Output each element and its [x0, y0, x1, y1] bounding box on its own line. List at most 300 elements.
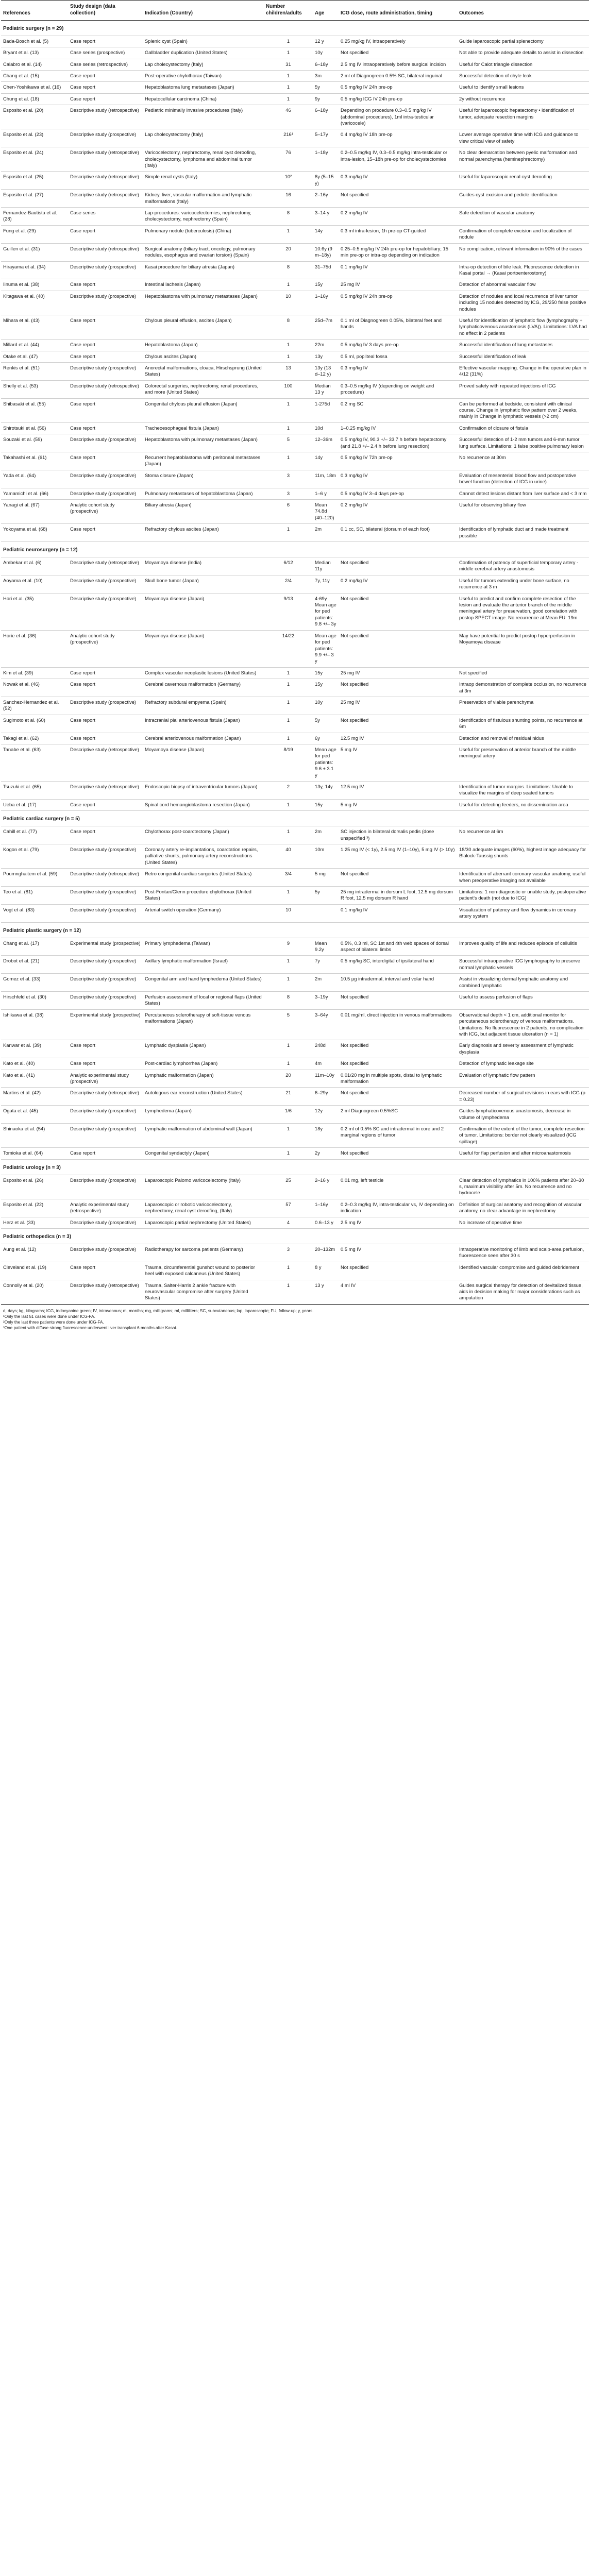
cell-age: 5y: [313, 886, 339, 904]
cell-icg-dose: 0.5 mg/kg IV 24h pre-op: [339, 82, 457, 93]
cell-study-design: Case report: [68, 93, 143, 105]
cell-outcomes: Identification of tumor margins. Limitations: Unable to visualize the margins of deep seated tumors: [457, 782, 589, 800]
cell-number: 3: [264, 488, 313, 499]
table-row: [1, 1148, 589, 1159]
cell-indication: Congenital chylous pleural effusion (Japan): [143, 398, 264, 422]
cell-study-design: Descriptive study (prospective): [68, 991, 143, 1009]
cell-indication: Lymphatic malformation (Japan): [143, 1070, 264, 1088]
section-row: [1, 542, 589, 557]
cell-references: Kanwar et al. (39): [1, 1040, 68, 1058]
cell-references: Shibasaki et al. (55): [1, 398, 68, 422]
cell-number: 1: [264, 452, 313, 470]
cell-study-design: Descriptive study (retrospective): [68, 869, 143, 887]
cell-references: Takahashi et al. (61): [1, 452, 68, 470]
cell-indication: Hepatoblastoma with pulmonary metastases (Japan): [143, 291, 264, 315]
cell-study-design: Case report: [68, 225, 143, 243]
cell-age: 0.6–13 y: [313, 1217, 339, 1228]
cell-references: Calabro et al. (14): [1, 59, 68, 70]
cell-references: Kim et al. (39): [1, 667, 68, 679]
table-row: [1, 733, 589, 744]
cell-age: 3–64y: [313, 1009, 339, 1040]
cell-outcomes: Useful to predict and confirm complete resection of the lesion and evaluate the anterior branch of the middle meningeal artery for preservation, good correlation with postop SPECT image. No recurrence at Mean FU: 19m: [457, 593, 589, 630]
cell-age: 8 y: [313, 1262, 339, 1280]
cell-outcomes: Detection and removal of residual nidus: [457, 733, 589, 744]
cell-references: Kato et al. (41): [1, 1070, 68, 1088]
cell-icg-dose: 0.3 mg/kg IV: [339, 470, 457, 488]
cell-study-design: Case report: [68, 351, 143, 362]
cell-outcomes: Guides cyst excision and pedicle identification: [457, 190, 589, 208]
table-row: [1, 938, 589, 956]
cell-references: Esposito et al. (26): [1, 1175, 68, 1199]
cell-icg-dose: 0.1 mg/kg IV: [339, 261, 457, 279]
column-header-number: Number children/adults: [264, 1, 313, 21]
table-row: [1, 59, 589, 70]
cell-references: Takagi et al. (62): [1, 733, 68, 744]
cell-indication: Varicocelectomy, nephrectomy, renal cyst deroofing, cholecystectomy, lymphoma and abdominal tumor (Italy): [143, 147, 264, 172]
cell-indication: Trauma, circumferential gunshot wound to posterior heel with exposed calcaneus (United States): [143, 1262, 264, 1280]
cell-number: 1: [264, 36, 313, 47]
cell-outcomes: Confirmation of closure of fistula: [457, 422, 589, 434]
cell-number: 1: [264, 1280, 313, 1304]
cell-references: Herz et al. (33): [1, 1217, 68, 1228]
cell-icg-dose: 0.1 ml of Diagnogreen 0.05%, bilateral feet and hands: [339, 315, 457, 339]
table-row: [1, 593, 589, 630]
cell-age: 3–19y: [313, 991, 339, 1009]
cell-icg-dose: 0.25–0.5 mg/kg IV 24h pre-op for hepatobiliary; 15 min pre-op or intra-op depending on indication: [339, 243, 457, 261]
cell-age: 2m: [313, 826, 339, 844]
cell-number: 20: [264, 1070, 313, 1088]
cell-outcomes: Useful for observing biliary flow: [457, 500, 589, 524]
cell-age: 31–75d: [313, 261, 339, 279]
cell-age: 15y: [313, 279, 339, 291]
cell-age: 6–18y: [313, 59, 339, 70]
cell-number: 1: [264, 733, 313, 744]
cell-age: 10y: [313, 697, 339, 715]
cell-number: 1: [264, 225, 313, 243]
cell-icg-dose: 0.5 mg/kg SC, interdigital of ipsilateral hand: [339, 956, 457, 974]
table-row: [1, 82, 589, 93]
cell-icg-dose: 1–0.25 mg/kg IV: [339, 422, 457, 434]
cell-outcomes: Useful for preservation of anterior branch of the middle meningeal artery: [457, 744, 589, 781]
cell-references: Millard et al. (44): [1, 340, 68, 351]
cell-icg-dose: 0.5 ml, popliteal fossa: [339, 351, 457, 362]
cell-icg-dose: 0.25 mg/kg IV, intraoperatively: [339, 36, 457, 47]
table-row: [1, 147, 589, 172]
cell-indication: Coronary artery re-implantations, coarctation repairs, palliative shunts, pulmonary artery reconstructions (United States): [143, 844, 264, 868]
cell-number: 46: [264, 105, 313, 129]
cell-icg-dose: 5 mg IV: [339, 744, 457, 781]
cell-number: 1: [264, 398, 313, 422]
cell-age: 6–18y: [313, 105, 339, 129]
cell-outcomes: Detection of lymphatic leakage site: [457, 1058, 589, 1070]
cell-number: 1: [264, 1058, 313, 1070]
cell-outcomes: Successful identification of leak: [457, 351, 589, 362]
footnote: ²Only the last three patients were done under ICG-FA.: [3, 1319, 104, 1325]
cell-outcomes: Useful for identification of lymphatic flow (lymphography + lymphaticovenous anastomosis (LVA)). Limitations: LVA had no effect in 2 patients: [457, 315, 589, 339]
table-row: [1, 190, 589, 208]
cell-age: 6–29y: [313, 1088, 339, 1106]
cell-number: 31: [264, 59, 313, 70]
table-row: [1, 799, 589, 810]
cell-icg-dose: 2.5 mg IV intraoperatively before surgical incision: [339, 59, 457, 70]
cell-outcomes: Preservation of viable parenchyma: [457, 697, 589, 715]
table-body: [1, 20, 589, 1304]
cell-number: 100: [264, 380, 313, 398]
table-row: [1, 1244, 589, 1262]
cell-number: 1: [264, 82, 313, 93]
cell-age: 5y: [313, 82, 339, 93]
cell-number: 8: [264, 208, 313, 226]
cell-age: 7y: [313, 956, 339, 974]
cell-number: 13: [264, 362, 313, 380]
cell-study-design: Descriptive study (prospective): [68, 1217, 143, 1228]
cell-age: 2y: [313, 1148, 339, 1159]
cell-study-design: Descriptive study (prospective): [68, 1244, 143, 1262]
cell-indication: Laparoscopic partial nephrectomy (United States): [143, 1217, 264, 1228]
cell-number: 6: [264, 500, 313, 524]
cell-indication: Lymphedema (Japan): [143, 1106, 264, 1124]
cell-age: 20–132m: [313, 1244, 339, 1262]
table-row: [1, 715, 589, 733]
cell-indication: Cerebral arteriovenous malformation (Japan): [143, 733, 264, 744]
cell-number: 1: [264, 47, 313, 59]
cell-icg-dose: Not specified: [339, 190, 457, 208]
cell-number: 1/6: [264, 1106, 313, 1124]
cell-indication: Chylous pleural effusion, ascites (Japan): [143, 315, 264, 339]
cell-age: 15y: [313, 667, 339, 679]
cell-indication: Kasai procedure for biliary atresia (Japan): [143, 261, 264, 279]
cell-number: 216¹: [264, 129, 313, 147]
cell-indication: Congenital arm and hand lymphedema (United States): [143, 974, 264, 992]
cell-icg-dose: 25 mg IV: [339, 697, 457, 715]
cell-number: 1: [264, 974, 313, 992]
table-row: [1, 886, 589, 904]
table-row: [1, 904, 589, 922]
cell-references: Fernandez-Bautista et al. (28): [1, 208, 68, 226]
cell-references: Nowak et al. (46): [1, 679, 68, 697]
table-row: [1, 679, 589, 697]
table-footnotes: [1, 1304, 589, 1331]
table-row: [1, 47, 589, 59]
cell-number: 1: [264, 1124, 313, 1148]
cell-indication: Moyamoya disease (Japan): [143, 744, 264, 781]
cell-indication: Trauma, Salter-Harris 2 ankle fracture with neurovascular compromise after surgery (United States): [143, 1280, 264, 1304]
table-row: [1, 1088, 589, 1106]
table-row: [1, 1217, 589, 1228]
cell-study-design: Analytic experimental study (prospective): [68, 1070, 143, 1088]
cell-indication: Moyamoya disease (India): [143, 557, 264, 575]
cell-number: 9/13: [264, 593, 313, 630]
cell-references: Chung et al. (18): [1, 93, 68, 105]
cell-references: Fung et al. (29): [1, 225, 68, 243]
cell-icg-dose: 25 mg intradermal in dorsum L foot, 12.5 mg dorsum R foot, 12.5 mg dorsum R hand: [339, 886, 457, 904]
cell-number: 76: [264, 147, 313, 172]
cell-age: 14y: [313, 225, 339, 243]
cell-indication: Arterial switch operation (Germany): [143, 904, 264, 922]
cell-outcomes: 18/30 adequate images (60%), highest image adequacy for Blalock-Taussig shunts: [457, 844, 589, 868]
cell-number: 21: [264, 1088, 313, 1106]
cell-outcomes: Effective vascular mapping. Change in the operative plan in 4/12 (31%): [457, 362, 589, 380]
cell-icg-dose: Not specified: [339, 1262, 457, 1280]
cell-age: 3–14 y: [313, 208, 339, 226]
cell-age: 13y (13 d–12 y): [313, 362, 339, 380]
cell-outcomes: Detection of abnormal vascular flow: [457, 279, 589, 291]
table-row: [1, 351, 589, 362]
cell-number: 1: [264, 679, 313, 697]
cell-indication: Radiotherapy for sarcoma patients (Germany): [143, 1244, 264, 1262]
cell-number: 20: [264, 243, 313, 261]
cell-references: Esposito et al. (25): [1, 172, 68, 190]
cell-icg-dose: 0.2 mg/kg IV: [339, 208, 457, 226]
cell-references: Souzaki et al. (59): [1, 434, 68, 452]
cell-references: Bada-Bosch et al. (5): [1, 36, 68, 47]
cell-outcomes: Useful for Calot triangle dissection: [457, 59, 589, 70]
cell-number: 25: [264, 1175, 313, 1199]
cell-study-design: Descriptive study (retrospective): [68, 557, 143, 575]
cell-icg-dose: 0.01 mg, left testicle: [339, 1175, 457, 1199]
cell-icg-dose: 2 ml of Diagnogreen 0.5% SC, bilateral inguinal: [339, 70, 457, 81]
table-row: [1, 315, 589, 339]
cell-study-design: Case report: [68, 524, 143, 542]
cell-study-design: Descriptive study (retrospective): [68, 172, 143, 190]
cell-indication: Endoscopic biopsy of intraventricular tumors (Japan): [143, 782, 264, 800]
cell-icg-dose: 0.5 mg IV: [339, 1244, 457, 1262]
cell-indication: Tracheoesophageal fistula (Japan): [143, 422, 264, 434]
table-row: [1, 826, 589, 844]
cell-age: 11m, 18m: [313, 470, 339, 488]
cell-indication: Simple renal cysts (Italy): [143, 172, 264, 190]
section-row: [1, 922, 589, 938]
cell-indication: Perfusion assessment of local or regional flaps (United States): [143, 991, 264, 1009]
table-row: [1, 362, 589, 380]
cell-indication: Post-Fontan/Glenn procedure chylothorax (United States): [143, 886, 264, 904]
table-row: [1, 380, 589, 398]
section-title: Pediatric cardiac surgery (n = 5): [1, 811, 589, 826]
cell-number: 10: [264, 904, 313, 922]
cell-number: 5: [264, 434, 313, 452]
cell-number: 1: [264, 799, 313, 810]
cell-icg-dose: 12.5 mg IV: [339, 782, 457, 800]
cell-icg-dose: 4 ml IV: [339, 1280, 457, 1304]
cell-outcomes: Early diagnosis and severity assessment of lymphatic dysplasia: [457, 1040, 589, 1058]
cell-indication: Splenic cyst (Spain): [143, 36, 264, 47]
table-row: [1, 434, 589, 452]
cell-study-design: Case series (prospective): [68, 47, 143, 59]
cell-number: 3/4: [264, 869, 313, 887]
table-row: [1, 697, 589, 715]
cell-age: Mean age for ped patients: 9.6 ± 3.1 y: [313, 744, 339, 781]
cell-outcomes: Confirmation of complete excision and localization of nodule: [457, 225, 589, 243]
cell-number: 1: [264, 667, 313, 679]
table-row: [1, 524, 589, 542]
cell-outcomes: Visualization of patency and flow dynamics in coronary artery system: [457, 904, 589, 922]
cell-study-design: Descriptive study (prospective): [68, 844, 143, 868]
cell-outcomes: Improves quality of life and reduces episode of cellulitis: [457, 938, 589, 956]
cell-indication: Intestinal lachesis (Japan): [143, 279, 264, 291]
cell-age: 9y: [313, 93, 339, 105]
cell-icg-dose: Not specified: [339, 991, 457, 1009]
cell-study-design: Descriptive study (retrospective): [68, 1088, 143, 1106]
table-row: [1, 557, 589, 575]
cell-references: Chang et al. (17): [1, 938, 68, 956]
cell-age: 5 mg: [313, 869, 339, 887]
cell-references: Sugimoto et al. (60): [1, 715, 68, 733]
cell-study-design: Case report: [68, 826, 143, 844]
cell-number: 3: [264, 470, 313, 488]
cell-study-design: Experimental study (prospective): [68, 1009, 143, 1040]
table-row: [1, 667, 589, 679]
cell-age: 5–17y: [313, 129, 339, 147]
cell-indication: Hepatoblastoma lung metastases (Japan): [143, 82, 264, 93]
cell-references: Martins et al. (42): [1, 1088, 68, 1106]
cell-indication: Chylous ascites (Japan): [143, 351, 264, 362]
table-row: [1, 36, 589, 47]
cell-references: Chang et al. (15): [1, 70, 68, 81]
cell-study-design: Descriptive study (prospective): [68, 434, 143, 452]
cell-age: 6y: [313, 733, 339, 744]
cell-study-design: Descriptive study (prospective): [68, 129, 143, 147]
cell-study-design: Descriptive study (retrospective): [68, 190, 143, 208]
cell-references: Shinaoka et al. (54): [1, 1124, 68, 1148]
table-row: [1, 243, 589, 261]
cell-age: 1–16y: [313, 1199, 339, 1217]
cell-indication: Lymphatic dysplasia (Japan): [143, 1040, 264, 1058]
cell-outcomes: Guides lymphaticovenous anastomosis, decrease in volume of lymphedema: [457, 1106, 589, 1124]
cell-icg-dose: SC injection in bilateral dorsalis pedis (dose unspecified ³): [339, 826, 457, 844]
cell-age: 10m: [313, 844, 339, 868]
table-row: [1, 956, 589, 974]
table-row: [1, 575, 589, 593]
cell-study-design: Descriptive study (prospective): [68, 1175, 143, 1199]
cell-references: Drobot et al. (21): [1, 956, 68, 974]
cell-indication: Primary lymphedema (Taiwan): [143, 938, 264, 956]
cell-age: 248d: [313, 1040, 339, 1058]
cell-outcomes: Observational depth < 1 cm, additional monitor for percutaneous sclerotherapy of venous malformations. Limitations: No fluorescence in 2 patients, no complication with ICG, but adjacent tissue ulceration (n = 1): [457, 1009, 589, 1040]
cell-age: 10y: [313, 47, 339, 59]
cell-study-design: Analytic cohort study (prospective): [68, 630, 143, 667]
cell-icg-dose: 0.1 mg/kg IV: [339, 904, 457, 922]
cell-number: 4: [264, 1217, 313, 1228]
cell-study-design: Case report: [68, 340, 143, 351]
cell-indication: Pediatric minimally invasive procedures (Italy): [143, 105, 264, 129]
cell-outcomes: Useful for laparoscopic hepatectomy • identification of tumor, adequate resection margins: [457, 105, 589, 129]
cell-age: 2–16 y: [313, 1175, 339, 1199]
cell-outcomes: Intraoperative monitoring of limb and scalp-area perfusion, fluorescence seen after 30 s: [457, 1244, 589, 1262]
cell-study-design: Case report: [68, 36, 143, 47]
cell-references: Hori et al. (35): [1, 593, 68, 630]
cell-outcomes: Decreased number of surgical revisions in ears with ICG (p = 0.23): [457, 1088, 589, 1106]
studies-table: [1, 0, 589, 1304]
cell-study-design: Descriptive study (prospective): [68, 1106, 143, 1124]
cell-outcomes: Useful for laparoscopic renal cyst deroofing: [457, 172, 589, 190]
table-row: [1, 105, 589, 129]
cell-references: Chen-Yoshikawa et al. (16): [1, 82, 68, 93]
cell-study-design: Case report: [68, 733, 143, 744]
cell-number: 2/4: [264, 575, 313, 593]
cell-references: Ueba et al. (17): [1, 799, 68, 810]
cell-study-design: Case report: [68, 70, 143, 81]
header-row: [1, 1, 589, 21]
cell-indication: Hepatoblastoma with pulmonary metastases (Japan): [143, 434, 264, 452]
cell-icg-dose: 0.1 cc, SC, bilateral (dorsum of each foot): [339, 524, 457, 542]
cell-icg-dose: 0.3 mg/kg IV: [339, 362, 457, 380]
cell-icg-dose: Not specified: [339, 593, 457, 630]
cell-study-design: Case report: [68, 1262, 143, 1280]
column-header-indication: Indication (Country): [143, 1, 264, 21]
cell-study-design: Case series: [68, 208, 143, 226]
cell-study-design: Descriptive study (retrospective): [68, 380, 143, 398]
cell-study-design: Case report: [68, 279, 143, 291]
cell-study-design: Case report: [68, 398, 143, 422]
cell-references: Esposito et al. (23): [1, 129, 68, 147]
cell-number: 1: [264, 956, 313, 974]
cell-study-design: Case report: [68, 1040, 143, 1058]
cell-number: 1: [264, 340, 313, 351]
cell-indication: Chylothorax post-coarctectomy (Japan): [143, 826, 264, 844]
table-row: [1, 1280, 589, 1304]
cell-outcomes: Useful for tumors extending under bone surface, no recurrence at 3 m: [457, 575, 589, 593]
cell-references: Gomez et al. (33): [1, 974, 68, 992]
table-row: [1, 500, 589, 524]
table-row: [1, 974, 589, 992]
cell-age: 15y: [313, 799, 339, 810]
cell-outcomes: Successful detection of 1-2 mm tumors and 6-mm tumor lung surface. Limitations: 1 false positive pulmonary lesion: [457, 434, 589, 452]
section-title: Pediatric neurosurgery (n = 12): [1, 542, 589, 557]
cell-outcomes: Intraop demonstration of complete occlusion, no recurrence at 3m: [457, 679, 589, 697]
cell-age: 1-275d: [313, 398, 339, 422]
section-row: [1, 1229, 589, 1244]
cell-number: 8: [264, 261, 313, 279]
cell-indication: Autologous ear reconstruction (United States): [143, 1088, 264, 1106]
cell-study-design: Case report: [68, 82, 143, 93]
cell-icg-dose: 1.25 mg IV (< 1y), 2.5 mg IV (1–10y), 5 mg IV (> 10y): [339, 844, 457, 868]
cell-indication: Biliary atresia (Japan): [143, 500, 264, 524]
column-header-outcomes: Outcomes: [457, 1, 589, 21]
cell-number: 1: [264, 886, 313, 904]
cell-study-design: Descriptive study (prospective): [68, 956, 143, 974]
cell-outcomes: No complication, relevant information in 90% of the cases: [457, 243, 589, 261]
cell-outcomes: Identified vascular compromise and guided debridement: [457, 1262, 589, 1280]
cell-study-design: Descriptive study (prospective): [68, 575, 143, 593]
cell-indication: Post-cardiac lymphorrhea (Japan): [143, 1058, 264, 1070]
cell-study-design: Descriptive study (prospective): [68, 470, 143, 488]
table-row: [1, 470, 589, 488]
cell-icg-dose: 12.5 mg IV: [339, 733, 457, 744]
cell-references: Ogata et al. (45): [1, 1106, 68, 1124]
cell-indication: Pulmonary metastases of hepatoblastoma (Japan): [143, 488, 264, 499]
cell-icg-dose: 0.3 mg/kg IV: [339, 172, 457, 190]
table-row: [1, 422, 589, 434]
cell-icg-dose: 2.5 mg IV: [339, 1217, 457, 1228]
cell-age: 1–16y: [313, 291, 339, 315]
cell-study-design: Analytic cohort study (prospective): [68, 500, 143, 524]
cell-study-design: Descriptive study (retrospective): [68, 243, 143, 261]
cell-icg-dose: 5 mg IV: [339, 799, 457, 810]
cell-outcomes: 2y without recurrence: [457, 93, 589, 105]
cell-icg-dose: 0.3–0.5 mg/kg IV (depending on weight and procedure): [339, 380, 457, 398]
table-row: [1, 1124, 589, 1148]
cell-study-design: Case report: [68, 799, 143, 810]
cell-outcomes: No recurrence at 30m: [457, 452, 589, 470]
cell-indication: Pulmonary nodule (tuberculosis) (China): [143, 225, 264, 243]
cell-outcomes: Identification of lymphatic duct and made treatment possible: [457, 524, 589, 542]
cell-outcomes: Not able to provide adequate details to assist in dissection: [457, 47, 589, 59]
cell-references: Horie et al. (36): [1, 630, 68, 667]
cell-study-design: Analytic experimental study (retrospective): [68, 1199, 143, 1217]
section-title: Pediatric urology (n = 3): [1, 1159, 589, 1175]
cell-references: Tomioka et al. (64): [1, 1148, 68, 1159]
cell-references: Bryant et al. (13): [1, 47, 68, 59]
